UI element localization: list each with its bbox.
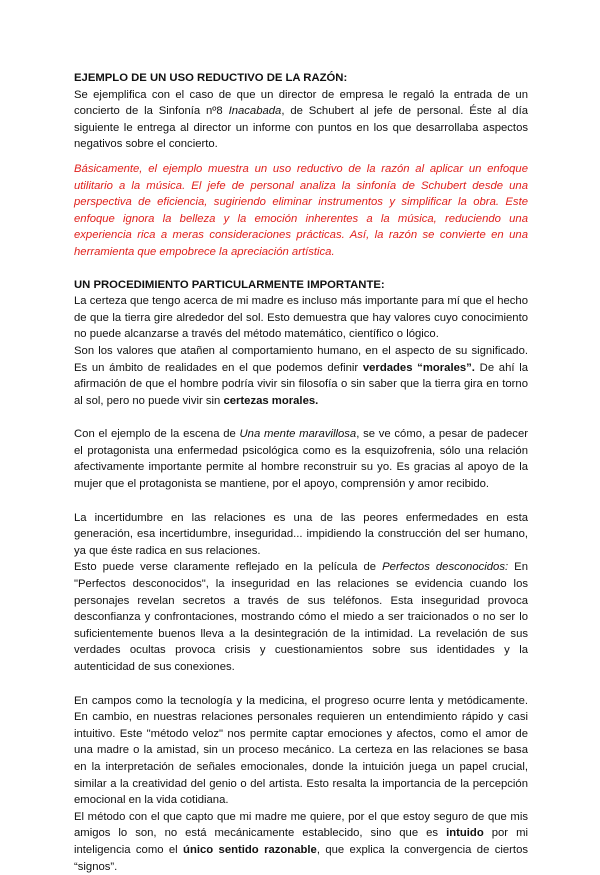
document-page — [74, 70, 528, 875]
bold-term: verdades “morales”. — [362, 361, 475, 374]
text-run: , que explica la convergencia de ciertos “signos”. — [74, 843, 528, 873]
text-run: Se ejemplifica con el caso de que un director de empresa le regaló la entrada de un concierto de la Sinfonía nº8 — [74, 88, 528, 118]
paragraph-beautiful-mind — [74, 426, 528, 492]
paragraph-intuition — [74, 809, 528, 875]
text-run: Son los valores que atañen al comportamiento humano, en el aspecto de su significado. Es un ámbito de realidades en el que podemos definir — [74, 344, 528, 374]
text-run: , de Schubert al jefe de personal. Éste al día siguiente le entrega al director un informe con puntos en los que desarrollaba aspectos negativos sobre el concierto. — [74, 105, 528, 151]
paragraph-red-commentary: Básicamente, el ejemplo muestra un uso reductivo de la razón al aplicar un enfoque utilitario a la música. El jefe de personal analiza la sinfonía de Schubert desde una perspectiva de eficiencia, sugiriendo eliminar instrumentos y simplificar la obra. Este enfoque ignora la belleza y la emoción inherentes a la música, reduciendo una experiencia rica a meras consideraciones prácticas. Así, la razón se convierte en una herramienta que empobrece la apreciación artística. — [74, 162, 528, 258]
italic-title: Inacabada — [228, 105, 282, 118]
text-run: En "Perfectos desconocidos", la inseguridad en las relaciones se evidencia cuando los personajes revelan secretos a través de sus teléfonos. Esta inseguridad provoca desconfianza y confrontaciones, mostrando cómo el miedo a ser traicionados o no ser lo suficientemente buenos lleva a la desintegración de la intimidad. La revelación de sus verdades ocultas provoca crisis y cuestionamientos sobre sus identidades y la autenticidad de sus conexiones. — [74, 561, 528, 673]
paragraph-uncertainty: La incertidumbre en las relaciones es una de las peores enfermedades en esta generación, esa incertidumbre, inseguridad... impidiendo la construcción del ser humano, ya que éste radica en sus relaciones. — [74, 511, 528, 557]
paragraph-example-intro — [74, 87, 528, 153]
text-run: por mi inteligencia como el — [74, 827, 528, 856]
section-heading-reductive-reason: EJEMPLO DE UN USO REDUCTIVO DE LA RAZÓN: — [74, 72, 348, 84]
italic-title: Una mente maravillosa — [239, 428, 357, 441]
paragraph-moral-truths — [74, 343, 528, 409]
paragraph-mother-certainty: La certeza que tengo acerca de mi madre es incluso más importante para mí que el hecho de que la tierra gire alrededor del sol. Esto demuestra que hay valores cuyo conocimiento no puede alcanzarse a través del método matemático, científico o lógico. — [74, 295, 528, 341]
text-run: De ahí la afirmación de que el hombre podría vivir sin filosofía o sin saber que la tierra gira en torno al sol, pero no puede vivir sin — [74, 361, 529, 407]
bold-term: intuido — [446, 827, 484, 840]
text-run: Con el ejemplo de la escena de — [74, 428, 240, 441]
text-run: El método con el que capto que mi madre me quiere, por el que estoy seguro de que mis amigos lo son, no está mecánicamente establecido, sino que es — [74, 810, 528, 840]
paragraph-perfect-strangers — [74, 559, 528, 675]
italic-title: Perfectos desconocidos: — [382, 561, 509, 574]
bold-term: único sentido razonable — [183, 843, 317, 856]
section-heading-important-procedure: UN PROCEDIMIENTO PARTICULARMENTE IMPORTANTE: — [74, 278, 385, 291]
bold-term: certezas morales. — [223, 394, 319, 407]
text-run: , se ve cómo, a pesar de padecer el protagonista una enfermedad psicológica como es la esquizofrenia, sólo una relación afectivamente importante permite al hombre reconstruir su yo. Es gracias al apoyo de la mujer que el protagonista se mantiene, por el apoyo, comprensión y amor recibido. — [74, 428, 528, 491]
paragraph-fast-method: En campos como la tecnología y la medicina, el progreso ocurre lenta y metódicamente. En cambio, en nuestras relaciones personales requieren un entendimiento rápido y casi intuitivo. Este "método veloz" nos permite captar emociones y afectos, como el amor de una madre o la amistad, sin un proceso mecánico. La certeza en las relaciones se basa en la interpretación de señales emocionales, donde la intuición juega un papel crucial, similar a la creatividad del genio o del artista. Esto resalta la importancia de la percepción emocional en la vida cotidiana. — [74, 694, 528, 807]
text-run: Esto puede verse claramente reflejado en la película de — [74, 561, 383, 574]
